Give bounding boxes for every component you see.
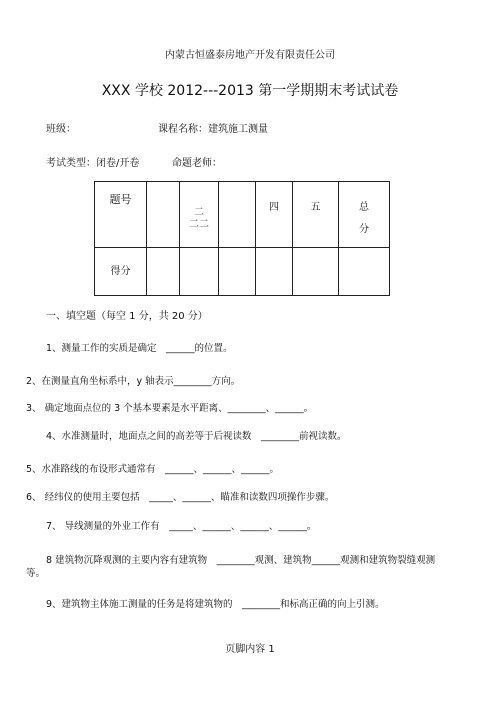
score-value-col5 bbox=[293, 248, 339, 296]
course-label: 课程名称：建筑施工测量 bbox=[158, 124, 268, 135]
question-2: 2、在测量直角坐标系中，y 轴表示________方向。 bbox=[26, 376, 241, 387]
score-value-col3 bbox=[219, 248, 256, 296]
question-8-continued: 等。 bbox=[26, 568, 46, 579]
score-cell-col5: 五 bbox=[293, 182, 339, 248]
score-value-total bbox=[339, 248, 390, 296]
score-cell-col1 bbox=[147, 182, 180, 248]
score-value-col4 bbox=[256, 248, 293, 296]
score-cell-col3 bbox=[219, 182, 256, 248]
score-table bbox=[94, 181, 390, 296]
section-heading: 一、填空题（每空 1 分，共 20 分） bbox=[46, 311, 208, 322]
question-5: 5、水准路线的布设形式通常有 ______、______、______。 bbox=[26, 464, 280, 475]
score-header: 得分 bbox=[95, 248, 147, 296]
question-6: 6、 经纬仪的使用主要包括 _____、______、瞄准和读数四项操作步骤。 bbox=[26, 492, 335, 503]
question-1: 1、测量工作的实质是确定 ______的位置。 bbox=[46, 343, 233, 354]
question-8: 8 建筑物沉降观测的主要内容有建筑物 ________观测、建筑物______观测和建筑物裂缝观测 bbox=[46, 555, 436, 566]
score-table-row-score bbox=[95, 248, 390, 296]
page-footer: 页脚内容 1 bbox=[225, 644, 275, 655]
question-no-header: 题号 bbox=[95, 182, 147, 248]
question-3: 3、 确定地面点位的 3 个基本要素是水平距离、________、______。 bbox=[26, 403, 314, 414]
exam-title: XXX 学校 2012---2013 第一学期期末考试试卷 bbox=[101, 83, 399, 99]
score-table-row-question bbox=[95, 182, 390, 248]
question-7: 7、 导线测量的外业工作有 _____、______、______、______。 bbox=[46, 521, 317, 532]
score-value-col1 bbox=[147, 248, 180, 296]
col-two-top: 二 bbox=[194, 207, 204, 218]
score-cell-col4: 四 bbox=[256, 182, 293, 248]
class-label: 班级： bbox=[46, 124, 76, 135]
teacher-label: 命题老师： bbox=[172, 158, 222, 169]
company-name: 内蒙古恒盛泰房地产开发有限责任公司 bbox=[165, 50, 335, 61]
question-9: 9、建筑物主体施工测量的任务是将建筑物的 ________和标高正确的向上引测。 bbox=[46, 599, 385, 610]
score-cell-total: 总 分 bbox=[339, 182, 390, 248]
question-4: 4、水准测量时，地面点之间的高差等于后视读数 ________前视读数。 bbox=[46, 431, 347, 442]
score-cell-col2 bbox=[180, 182, 219, 248]
score-value-col2 bbox=[180, 248, 219, 296]
exam-type-label: 考试类型：闭卷/开卷 bbox=[46, 158, 140, 169]
col-two-bottom: 二二 bbox=[189, 219, 209, 230]
